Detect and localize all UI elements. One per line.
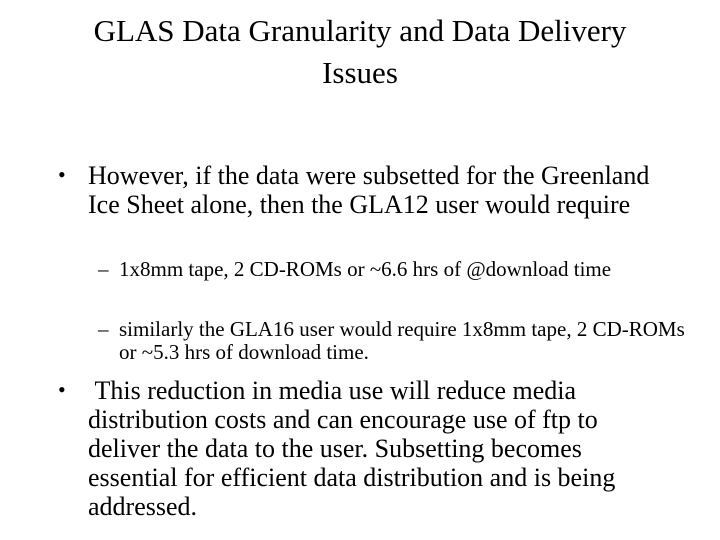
bullet-item bbox=[58, 376, 668, 521]
bullet-text: This reduction in media use will reduce media distribution costs and can encourage use of ftp to deliver the data to the user. Subsetting becomes essential for efficient data distribution and is being addressed. bbox=[88, 376, 622, 521]
sub-bullet-item bbox=[98, 258, 688, 281]
sub-bullet-marker: – bbox=[98, 257, 109, 281]
sub-bullet-text: 1x8mm tape, 2 CD-ROMs or ~6.6 hrs of @download time bbox=[119, 257, 612, 281]
bullet-item bbox=[58, 161, 668, 219]
sub-bullet-item bbox=[98, 318, 688, 364]
bullet-text: However, if the data were subsetted for the Greenland Ice Sheet alone, then the GLA12 user would require bbox=[88, 161, 650, 219]
bullet-marker: • bbox=[58, 377, 66, 402]
sub-bullet-text: similarly the GLA16 user would require 1x8mm tape, 2 CD-ROMs or ~5.3 hrs of download time. bbox=[119, 317, 685, 364]
bullet-marker: • bbox=[58, 162, 66, 187]
sub-bullet-marker: – bbox=[98, 317, 109, 341]
slide-title: GLAS Data Granularity and Data Delivery Issues bbox=[93, 13, 627, 90]
